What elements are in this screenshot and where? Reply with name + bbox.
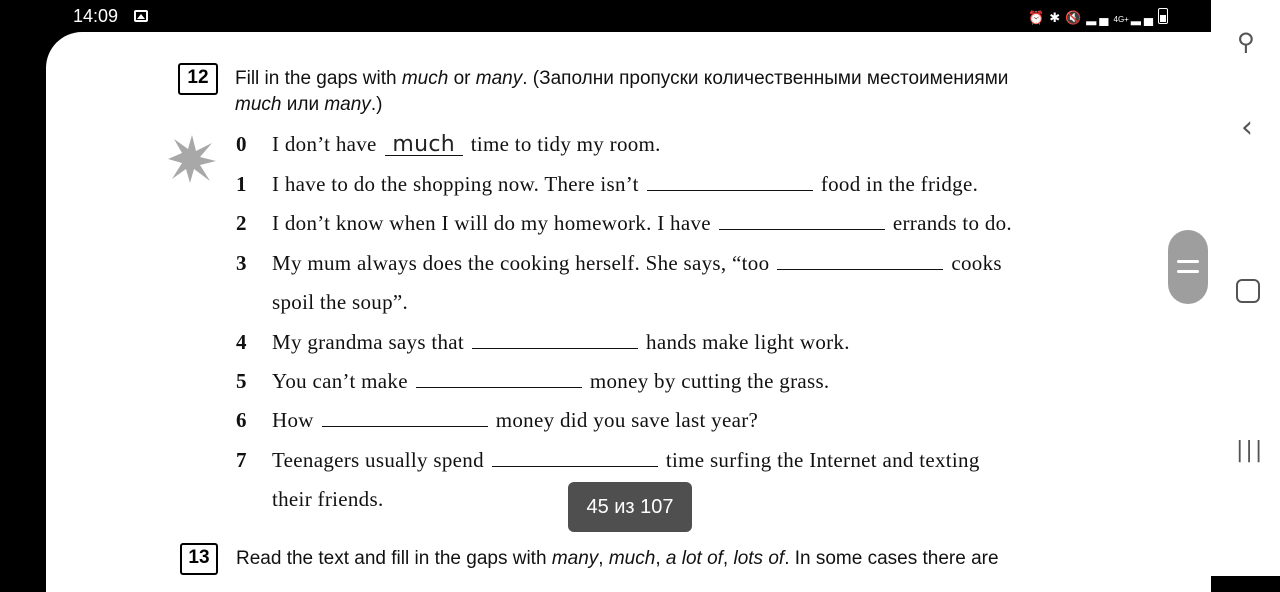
alarm-icon: ⏰: [1028, 10, 1048, 25]
sentence-7: 7 Teenagers usually spend time surfing the Internet and texting: [236, 448, 980, 472]
navigation-bar: [1211, 0, 1280, 576]
sentence-6: 6 How money did you save last year?: [236, 408, 759, 432]
answer-blank: [719, 215, 885, 230]
system-icons: [1028, 8, 1170, 26]
exercise-12-instruction: Fill in the gaps with much or many. (Заполни пропуски количественными местоимениями: [235, 68, 1009, 89]
answer-blank: [472, 334, 638, 349]
sentence-3-continuation: spoil the soup”.: [272, 290, 409, 314]
accessibility-icon[interactable]: ⚲: [1237, 28, 1255, 56]
battery-icon: [1158, 8, 1168, 24]
sentence-5: 5 You can’t make money by cutting the grass.: [236, 369, 830, 393]
mute-icon: 🔇: [1065, 10, 1085, 25]
sentence-3: 3 My mum always does the cooking herself. She says, “too cooks: [236, 251, 1002, 275]
page-indicator: 45 из 107: [568, 482, 692, 532]
sentence-4: 4 My grandma says that hands make light work.: [236, 330, 850, 354]
exercise-13-instruction: Read the text and fill in the gaps with many, much, a lot of, lots of. In some cases there are: [236, 548, 999, 569]
scroll-handle[interactable]: [1168, 230, 1208, 304]
exercise-number-12: 12: [178, 63, 218, 95]
home-icon[interactable]: [1236, 279, 1260, 303]
signal-icon-2: ▂▄: [1130, 10, 1157, 25]
clock: 14:09: [73, 6, 119, 26]
star-icon: [168, 135, 216, 183]
network-type: 4G+: [1113, 15, 1129, 24]
exercise-number-13: 13: [180, 543, 218, 575]
handwritten-answer: much: [385, 135, 463, 156]
sentence-0: 0 I don’t have much time to tidy my room.: [236, 132, 661, 157]
answer-blank: [416, 373, 582, 388]
image-icon: [134, 10, 148, 22]
answer-blank: [322, 412, 488, 427]
back-icon[interactable]: ‹: [1241, 110, 1253, 145]
sentence-7-continuation: their friends.: [272, 487, 384, 511]
sentence-1: 1 I have to do the shopping now. There isn’t food in the fridge.: [236, 172, 979, 196]
answer-blank: [492, 452, 658, 467]
bluetooth-icon: ✱: [1049, 10, 1064, 25]
recents-icon[interactable]: |||: [1236, 438, 1265, 463]
status-bar: [0, 0, 1280, 34]
answer-blank: [647, 176, 813, 191]
sentence-2: 2 I don’t know when I will do my homework. I have errands to do.: [236, 211, 1012, 235]
signal-icon: ▂▄: [1086, 10, 1112, 25]
answer-blank: [777, 255, 943, 270]
exercise-12-instruction-line2: much или many.): [235, 94, 383, 115]
